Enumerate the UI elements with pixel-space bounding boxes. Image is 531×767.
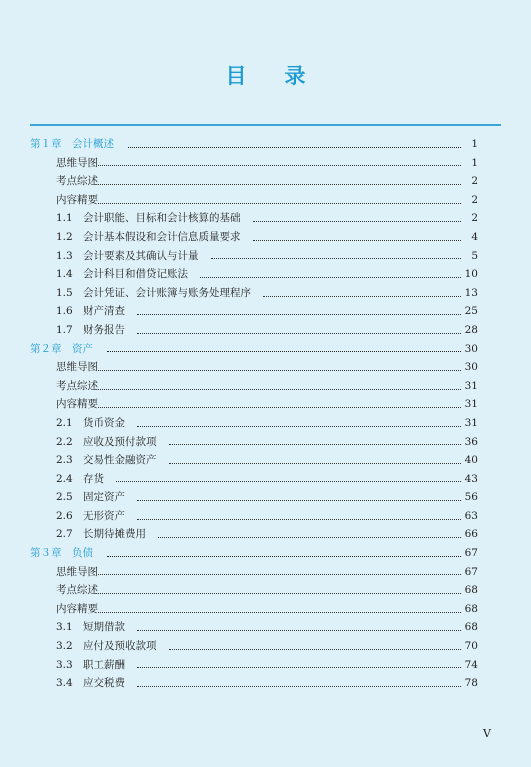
toc-section-entry[interactable] bbox=[30, 228, 478, 247]
toc-page-number: 67 bbox=[464, 565, 478, 578]
toc-section-entry[interactable] bbox=[30, 618, 478, 637]
dot-leader bbox=[158, 537, 461, 538]
toc-section-entry[interactable] bbox=[30, 414, 478, 433]
toc-subentry[interactable] bbox=[30, 563, 478, 582]
toc-page-number: 74 bbox=[464, 658, 478, 671]
toc-section-title: 会计凭证、会计账簿与账务处理程序 bbox=[83, 286, 251, 299]
toc-section-entry[interactable] bbox=[30, 433, 478, 452]
toc-entry-title bbox=[56, 507, 125, 526]
toc-section-title: 交易性金融资产 bbox=[83, 454, 157, 467]
dot-leader bbox=[137, 500, 461, 501]
dot-leader bbox=[128, 147, 461, 148]
toc-page-number: 5 bbox=[471, 249, 478, 262]
toc-section-number: 1.1 bbox=[56, 212, 73, 225]
toc-section-entry[interactable] bbox=[30, 507, 478, 526]
toc-entry-title bbox=[56, 302, 125, 321]
toc-entry-title: 考点综述 bbox=[56, 175, 98, 188]
toc-entry-title bbox=[56, 470, 104, 489]
toc-entry-title bbox=[56, 656, 125, 675]
toc-section-entry[interactable] bbox=[30, 265, 478, 284]
toc-entry-title: 第２章 资产 bbox=[30, 342, 93, 355]
toc-section-number: 3.2 bbox=[56, 640, 73, 653]
dot-leader bbox=[98, 574, 461, 575]
toc-page-number: 31 bbox=[464, 416, 478, 429]
toc-page-number: 36 bbox=[464, 435, 478, 448]
toc-page-number: 2 bbox=[471, 193, 478, 206]
dot-leader bbox=[137, 333, 461, 334]
dot-leader bbox=[253, 221, 462, 222]
dot-leader bbox=[253, 240, 462, 241]
toc-page-number: 1 bbox=[471, 156, 478, 169]
toc-section-number: 2.6 bbox=[56, 509, 73, 522]
dot-leader bbox=[98, 165, 461, 166]
page-title-char-1: 目 bbox=[225, 64, 247, 88]
toc-entry-title bbox=[56, 488, 125, 507]
toc-section-number: 1.2 bbox=[56, 230, 73, 243]
toc-section-title: 财产清查 bbox=[83, 305, 125, 318]
toc-section-number: 2.3 bbox=[56, 454, 73, 467]
toc-chapter-entry[interactable] bbox=[30, 544, 478, 563]
toc-section-number: 3.1 bbox=[56, 621, 73, 634]
toc-section-title: 会计要素及其确认与计量 bbox=[83, 249, 199, 262]
toc-entry-title: 内容精要 bbox=[56, 602, 98, 615]
toc-section-entry[interactable] bbox=[30, 209, 478, 228]
toc-entry-title bbox=[56, 265, 188, 284]
toc-section-number: 1.6 bbox=[56, 305, 73, 318]
toc-page-number: 40 bbox=[464, 454, 478, 467]
toc-subentry[interactable] bbox=[30, 377, 478, 396]
dot-leader bbox=[169, 444, 462, 445]
toc-page-number: 13 bbox=[464, 286, 478, 299]
toc-entry-title bbox=[56, 433, 157, 452]
toc-section-title: 应交税费 bbox=[83, 677, 125, 690]
toc-entry-title bbox=[56, 451, 157, 470]
toc-section-title: 财务报告 bbox=[83, 323, 125, 336]
dot-leader bbox=[169, 649, 462, 650]
toc-subentry[interactable] bbox=[30, 172, 478, 191]
toc-section-title: 无形资产 bbox=[83, 509, 125, 522]
toc-section-entry[interactable] bbox=[30, 302, 478, 321]
toc-entry-title: 思维导图 bbox=[56, 565, 98, 578]
toc-chapter-entry[interactable] bbox=[30, 135, 478, 154]
toc-page-number: 1 bbox=[471, 138, 478, 150]
toc-subentry[interactable] bbox=[30, 191, 478, 210]
toc-section-entry[interactable] bbox=[30, 451, 478, 470]
toc-entry-title: 第３章 负债 bbox=[30, 547, 93, 560]
toc-section-number: 2.1 bbox=[56, 416, 73, 429]
toc-section-entry[interactable] bbox=[30, 656, 478, 675]
toc-section-number: 2.7 bbox=[56, 528, 73, 541]
page-title-char-2: 录 bbox=[284, 64, 306, 88]
page-title bbox=[0, 60, 531, 90]
dot-leader bbox=[263, 296, 461, 297]
toc-entry-title bbox=[56, 209, 241, 228]
page-number: V bbox=[483, 727, 491, 740]
toc-page-number: 63 bbox=[464, 509, 478, 522]
toc-section-number: 3.3 bbox=[56, 658, 73, 671]
toc-subentry[interactable] bbox=[30, 600, 478, 619]
toc-entry-title bbox=[56, 228, 241, 247]
toc-entry-title: 考点综述 bbox=[56, 584, 98, 597]
toc-section-entry[interactable] bbox=[30, 470, 478, 489]
toc-page-number: 2 bbox=[471, 175, 478, 188]
toc-entry-title bbox=[56, 414, 125, 433]
toc-section-entry[interactable] bbox=[30, 321, 478, 340]
dot-leader bbox=[107, 556, 461, 557]
title-divider bbox=[30, 124, 501, 126]
toc-page-number: 31 bbox=[464, 398, 478, 411]
toc-section-entry[interactable] bbox=[30, 247, 478, 266]
toc-entry-title: 第１章 会计概述 bbox=[30, 138, 114, 150]
toc-section-entry[interactable] bbox=[30, 637, 478, 656]
toc-entry-title: 内容精要 bbox=[56, 398, 98, 411]
dot-leader bbox=[137, 314, 461, 315]
toc-page-number: 2 bbox=[471, 212, 478, 225]
dot-leader bbox=[211, 258, 462, 259]
toc-page-number: 31 bbox=[464, 379, 478, 392]
toc-page-number: 25 bbox=[464, 305, 478, 318]
toc-section-number: 2.4 bbox=[56, 472, 73, 485]
dot-leader bbox=[98, 370, 461, 371]
toc-entry-title bbox=[56, 637, 157, 656]
dot-leader bbox=[200, 277, 461, 278]
toc-page-number: 68 bbox=[464, 621, 478, 634]
toc-page-number: 10 bbox=[464, 268, 478, 281]
toc-entry-title: 内容精要 bbox=[56, 193, 98, 206]
toc-entry-title bbox=[56, 618, 125, 637]
toc-page-number: 70 bbox=[464, 640, 478, 653]
toc-section-title: 长期待摊费用 bbox=[83, 528, 146, 541]
toc-page-number: 67 bbox=[464, 547, 478, 560]
toc-section-title: 存货 bbox=[83, 472, 104, 485]
toc-page-number: 68 bbox=[464, 584, 478, 597]
toc-entry-title bbox=[56, 525, 146, 544]
dot-leader bbox=[137, 426, 461, 427]
toc-page-number: 30 bbox=[464, 342, 478, 355]
toc-entry-title bbox=[56, 284, 251, 303]
toc-page-number: 4 bbox=[471, 230, 478, 243]
toc-section-number: 1.4 bbox=[56, 268, 73, 281]
dot-leader bbox=[98, 593, 461, 594]
dot-leader bbox=[116, 481, 461, 482]
dot-leader bbox=[137, 630, 461, 631]
dot-leader bbox=[98, 203, 461, 204]
toc-entry-title: 思维导图 bbox=[56, 156, 98, 169]
dot-leader bbox=[98, 407, 461, 408]
toc-page-number: 66 bbox=[464, 528, 478, 541]
toc-section-entry[interactable] bbox=[30, 488, 478, 507]
toc-entry-title bbox=[56, 674, 125, 693]
toc-page-number: 43 bbox=[464, 472, 478, 485]
dot-leader bbox=[98, 612, 461, 613]
toc-section-number: 1.3 bbox=[56, 249, 73, 262]
toc-section-title: 会计职能、目标和会计核算的基础 bbox=[83, 212, 241, 225]
toc-section-title: 短期借款 bbox=[83, 621, 125, 634]
toc-section-entry[interactable] bbox=[30, 284, 478, 303]
toc-page-number: 28 bbox=[464, 323, 478, 336]
toc-subentry[interactable] bbox=[30, 395, 478, 414]
toc-section-entry[interactable] bbox=[30, 674, 478, 693]
toc-subentry[interactable] bbox=[30, 358, 478, 377]
dot-leader bbox=[98, 389, 461, 390]
toc-section-title: 会计基本假设和会计信息质量要求 bbox=[83, 230, 241, 243]
toc-subentry[interactable] bbox=[30, 154, 478, 173]
toc-subentry[interactable] bbox=[30, 581, 478, 600]
toc-page-number: 78 bbox=[464, 677, 478, 690]
toc-section-title: 会计科目和借贷记账法 bbox=[83, 268, 188, 281]
toc-entry-title: 考点综述 bbox=[56, 379, 98, 392]
toc-page-number: 30 bbox=[464, 361, 478, 374]
dot-leader bbox=[98, 184, 461, 185]
toc-section-title: 货币资金 bbox=[83, 416, 125, 429]
toc-entry-title bbox=[56, 247, 199, 266]
dot-leader bbox=[137, 519, 461, 520]
toc-section-title: 应收及预付款项 bbox=[83, 435, 157, 448]
toc-section-entry[interactable] bbox=[30, 525, 478, 544]
dot-leader bbox=[169, 463, 462, 464]
toc-page-number: 56 bbox=[464, 491, 478, 504]
toc-entry-title bbox=[56, 321, 125, 340]
toc-section-number: 1.5 bbox=[56, 286, 73, 299]
toc-section-number: 3.4 bbox=[56, 677, 73, 690]
dot-leader bbox=[137, 686, 461, 687]
toc-section-number: 2.5 bbox=[56, 491, 73, 504]
dot-leader bbox=[107, 351, 461, 352]
toc-section-number: 1.7 bbox=[56, 323, 73, 336]
toc-section-number: 2.2 bbox=[56, 435, 73, 448]
dot-leader bbox=[137, 667, 461, 668]
toc-section-title: 职工薪酬 bbox=[83, 658, 125, 671]
table-of-contents bbox=[30, 135, 478, 693]
toc-chapter-entry[interactable] bbox=[30, 340, 478, 359]
toc-page-number: 68 bbox=[464, 602, 478, 615]
toc-entry-title: 思维导图 bbox=[56, 361, 98, 374]
toc-section-title: 固定资产 bbox=[83, 491, 125, 504]
toc-section-title: 应付及预收款项 bbox=[83, 640, 157, 653]
